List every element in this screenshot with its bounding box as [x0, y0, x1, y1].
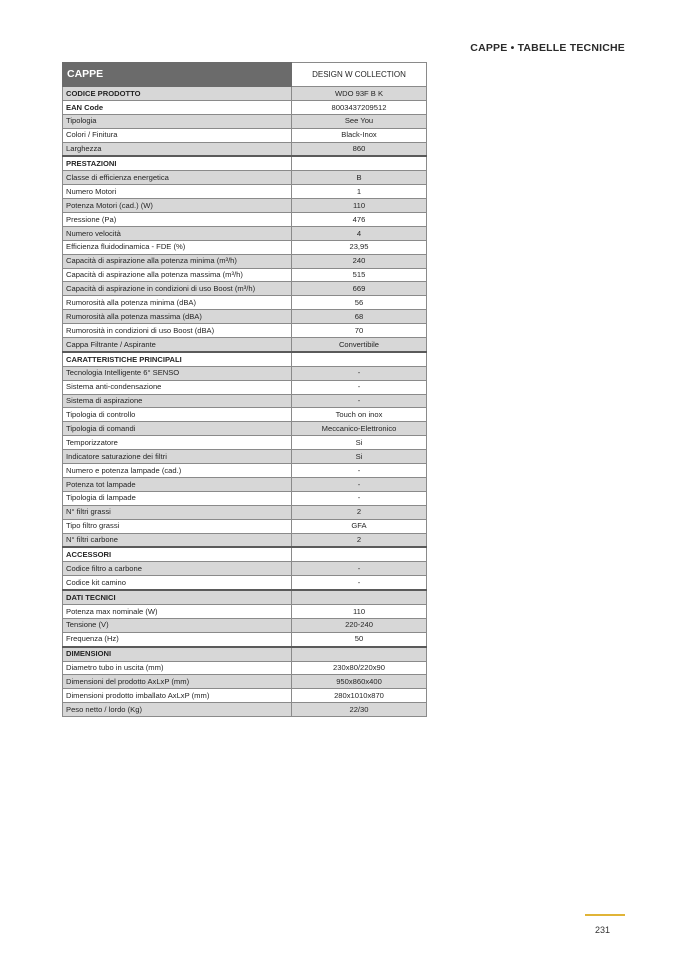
row-label: Dimensioni del prodotto AxLxP (mm)	[63, 675, 292, 689]
section-title: CARATTERISTICHE PRINCIPALI	[63, 352, 292, 366]
row-label: Sistema di aspirazione	[63, 394, 292, 408]
table-row	[63, 199, 427, 213]
table-row	[63, 171, 427, 185]
row-value: -	[292, 464, 427, 478]
table-row	[63, 282, 427, 296]
table-row	[63, 422, 427, 436]
row-value: 110	[292, 199, 427, 213]
table-row	[63, 380, 427, 394]
table-row	[63, 632, 427, 646]
row-label: Capacità di aspirazione alla potenza minima (m³/h)	[63, 254, 292, 268]
row-label: Indicatore saturazione dei filtri	[63, 450, 292, 464]
row-label: Tensione (V)	[63, 618, 292, 632]
table-row	[63, 142, 427, 156]
row-value: -	[292, 576, 427, 590]
row-value: Meccanico-Elettronico	[292, 422, 427, 436]
row-label: Capacità di aspirazione alla potenza massima (m³/h)	[63, 268, 292, 282]
table-row	[63, 128, 427, 142]
row-value: 860	[292, 142, 427, 156]
row-value	[292, 547, 427, 561]
row-value	[292, 352, 427, 366]
table-row	[63, 310, 427, 324]
row-label: Tipologia di comandi	[63, 422, 292, 436]
row-value: 476	[292, 213, 427, 227]
row-value: 280x1010x870	[292, 689, 427, 703]
table-row	[63, 408, 427, 422]
section-title: DATI TECNICI	[63, 590, 292, 604]
row-value: 110	[292, 604, 427, 618]
table-row	[63, 100, 427, 114]
section-header-row	[63, 156, 427, 170]
row-value: 1	[292, 185, 427, 199]
row-value: B	[292, 171, 427, 185]
row-label: Potenza Motori (cad.) (W)	[63, 199, 292, 213]
table-row	[63, 661, 427, 675]
row-value: 230x80/220x90	[292, 661, 427, 675]
table-row	[63, 618, 427, 632]
row-value: 240	[292, 254, 427, 268]
row-value	[292, 647, 427, 661]
page-header-title: CAPPE • TABELLE TECNICHE	[470, 42, 625, 54]
row-value: Convertibile	[292, 338, 427, 352]
row-label: Efficienza fluidodinamica - FDE (%)	[63, 240, 292, 254]
row-label: Tipologia di controllo	[63, 408, 292, 422]
row-value: 56	[292, 296, 427, 310]
row-value: 950x860x400	[292, 675, 427, 689]
table-row	[63, 185, 427, 199]
table-row	[63, 296, 427, 310]
row-label: Codice filtro a carbone	[63, 562, 292, 576]
row-label: Dimensioni prodotto imballato AxLxP (mm)	[63, 689, 292, 703]
table-row	[63, 450, 427, 464]
row-value	[292, 590, 427, 604]
section-title: PRESTAZIONI	[63, 156, 292, 170]
table-row	[63, 533, 427, 547]
section-header-row	[63, 647, 427, 661]
page-number: 231	[595, 925, 611, 935]
row-value	[292, 156, 427, 170]
row-value: GFA	[292, 519, 427, 533]
table-title: CAPPE	[63, 63, 292, 87]
row-value: 4	[292, 226, 427, 240]
table-row	[63, 436, 427, 450]
table-row	[63, 562, 427, 576]
row-value: -	[292, 394, 427, 408]
row-label: Tipo filtro grassi	[63, 519, 292, 533]
row-value: 220-240	[292, 618, 427, 632]
row-value: 8003437209512	[292, 100, 427, 114]
row-label: Peso netto / lordo (Kg)	[63, 703, 292, 717]
row-label: N° filtri carbone	[63, 533, 292, 547]
row-value: -	[292, 562, 427, 576]
row-label: Tipologia	[63, 114, 292, 128]
row-label: Codice kit camino	[63, 576, 292, 590]
table-row	[63, 689, 427, 703]
row-value: 70	[292, 324, 427, 338]
row-value: Si	[292, 436, 427, 450]
row-value: 50	[292, 632, 427, 646]
table-row	[63, 254, 427, 268]
row-label: CODICE PRODOTTO	[63, 87, 292, 101]
table-row	[63, 604, 427, 618]
row-value: 22/30	[292, 703, 427, 717]
table-header-row	[63, 63, 427, 87]
section-header-row	[63, 547, 427, 561]
table-row	[63, 675, 427, 689]
row-label: Classe di efficienza energetica	[63, 171, 292, 185]
section-header-row	[63, 352, 427, 366]
row-value: See You	[292, 114, 427, 128]
table-row	[63, 366, 427, 380]
row-label: Colori / Finitura	[63, 128, 292, 142]
table-row	[63, 505, 427, 519]
table-row	[63, 464, 427, 478]
row-value: 669	[292, 282, 427, 296]
row-label: Numero Motori	[63, 185, 292, 199]
table-row	[63, 226, 427, 240]
spec-table	[62, 62, 427, 717]
row-label: Numero velocità	[63, 226, 292, 240]
row-label: Tipologia di lampade	[63, 491, 292, 505]
row-value: Touch on inox	[292, 408, 427, 422]
row-label: Larghezza	[63, 142, 292, 156]
row-value: 68	[292, 310, 427, 324]
table-row	[63, 268, 427, 282]
row-label: Tecnologia Intelligente 6° SENSO	[63, 366, 292, 380]
row-value: WDO 93F B K	[292, 87, 427, 101]
row-label: Numero e potenza lampade (cad.)	[63, 464, 292, 478]
table-row	[63, 477, 427, 491]
row-value: 2	[292, 505, 427, 519]
table-row	[63, 576, 427, 590]
table-row	[63, 240, 427, 254]
row-value: Si	[292, 450, 427, 464]
table-row	[63, 394, 427, 408]
table-row	[63, 491, 427, 505]
row-label: Capacità di aspirazione in condizioni di uso Boost (m³/h)	[63, 282, 292, 296]
row-value: -	[292, 477, 427, 491]
row-label: Diametro tubo in uscita (mm)	[63, 661, 292, 675]
row-label: Rumorosità alla potenza minima (dBA)	[63, 296, 292, 310]
row-label: Rumorosità in condizioni di uso Boost (dBA)	[63, 324, 292, 338]
table-row	[63, 338, 427, 352]
page-number-rule	[585, 914, 625, 916]
row-label: Rumorosità alla potenza massima (dBA)	[63, 310, 292, 324]
row-label: EAN Code	[63, 100, 292, 114]
row-label: Potenza max nominale (W)	[63, 604, 292, 618]
row-value: 2	[292, 533, 427, 547]
row-value: -	[292, 380, 427, 394]
row-label: Sistema anti-condensazione	[63, 380, 292, 394]
table-row	[63, 324, 427, 338]
row-value: -	[292, 491, 427, 505]
row-label: N° filtri grassi	[63, 505, 292, 519]
row-label: Pressione (Pa)	[63, 213, 292, 227]
row-label: Temporizzatore	[63, 436, 292, 450]
section-title: DIMENSIONI	[63, 647, 292, 661]
section-header-row	[63, 590, 427, 604]
row-value: 515	[292, 268, 427, 282]
row-label: Cappa Filtrante / Aspirante	[63, 338, 292, 352]
table-row	[63, 703, 427, 717]
row-value: -	[292, 366, 427, 380]
row-value: Black-Inox	[292, 128, 427, 142]
row-value: 23,95	[292, 240, 427, 254]
spec-table-body	[63, 63, 427, 717]
row-label: Potenza tot lampade	[63, 477, 292, 491]
section-title: ACCESSORI	[63, 547, 292, 561]
row-label: Frequenza (Hz)	[63, 632, 292, 646]
table-row	[63, 519, 427, 533]
table-row	[63, 114, 427, 128]
table-row	[63, 87, 427, 101]
table-row	[63, 213, 427, 227]
collection-name: DESIGN W COLLECTION	[292, 63, 427, 87]
